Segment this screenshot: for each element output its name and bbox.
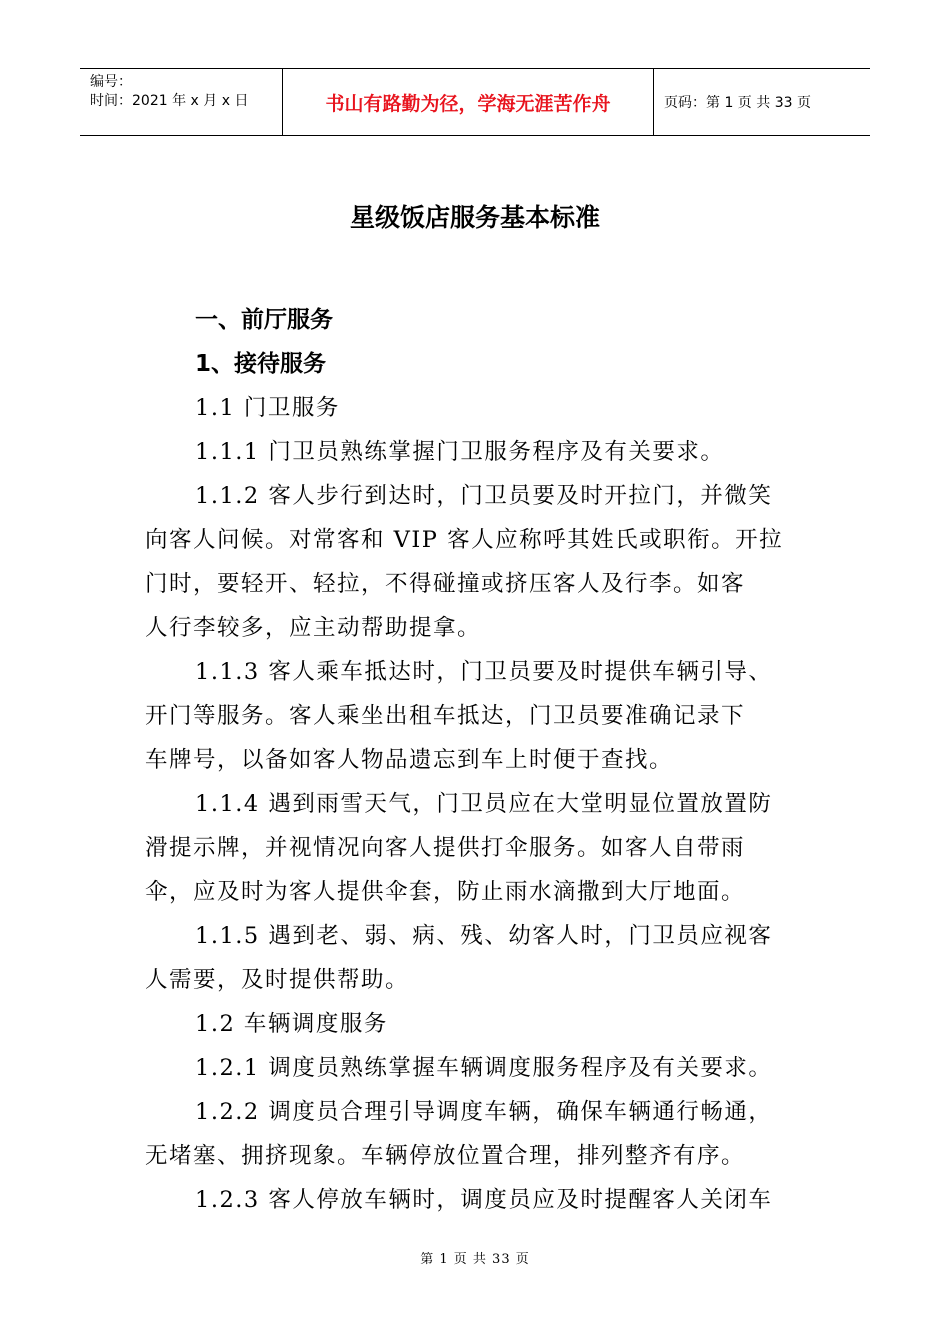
- body-line: 无堵塞、拥挤现象。车辆停放位置合理，排列整齐有序。: [145, 1143, 746, 1169]
- body-line: 伞，应及时为客人提供伞套，防止雨水滴撒到大厅地面。: [145, 879, 746, 905]
- body-line: 开门等服务。客人乘坐出租车抵达，门卫员要准确记录下: [145, 703, 746, 729]
- body-line: 1.2.1 调度员熟练掌握车辆调度服务程序及有关要求。: [195, 1055, 773, 1081]
- body-line: 1.2.3 客人停放车辆时，调度员应及时提醒客人关闭车: [195, 1187, 773, 1213]
- body-line: 人需要，及时提供帮助。: [145, 967, 410, 993]
- body-line: 向客人问候。对常客和 VIP 客人应称呼其姓氏或职衔。开拉: [145, 527, 784, 553]
- section-heading: 一、前厅服务: [195, 307, 333, 333]
- body-line: 1.1 门卫服务: [195, 395, 340, 421]
- subsection-heading: 1、接待服务: [195, 351, 327, 377]
- body-line: 1.2 车辆调度服务: [195, 1011, 388, 1037]
- body-line: 1.1.4 遇到雨雪天气，门卫员应在大堂明显位置放置防: [195, 791, 773, 817]
- header-page-info: 页码：第 1 页 共 33 页: [664, 95, 811, 111]
- document-header: [80, 68, 870, 136]
- body-line: 门时，要轻开、轻拉，不得碰撞或挤压客人及行李。如客: [145, 571, 746, 597]
- body-line: 1.1.5 遇到老、弱、病、残、幼客人时，门卫员应视客: [195, 923, 773, 949]
- body-line: 1.1.2 客人步行到达时，门卫员要及时开拉门，并微笑: [195, 483, 773, 509]
- time-label: 时间：2021 年 x 月 x 日: [90, 93, 249, 109]
- header-motto: 书山有路勤为径，学海无涯苦作舟: [282, 69, 654, 135]
- document-title: 星级饭店服务基本标准: [349, 203, 600, 232]
- page-footer: 第 1 页 共 33 页: [420, 1252, 530, 1267]
- body-line: 1.1.1 门卫员熟练掌握门卫服务程序及有关要求。: [195, 439, 725, 465]
- body-line: 车牌号，以备如客人物品遗忘到车上时便于查找。: [145, 747, 674, 773]
- body-line: 人行李较多，应主动帮助提拿。: [145, 615, 482, 641]
- header-meta: [80, 69, 282, 135]
- number-label: 编号：: [90, 74, 132, 90]
- body-line: 滑提示牌，并视情况向客人提供打伞服务。如客人自带雨: [145, 835, 746, 861]
- body-line: 1.1.3 客人乘车抵达时，门卫员要及时提供车辆引导、: [195, 659, 773, 685]
- body-line: 1.2.2 调度员合理引导调度车辆，确保车辆通行畅通，: [195, 1099, 773, 1125]
